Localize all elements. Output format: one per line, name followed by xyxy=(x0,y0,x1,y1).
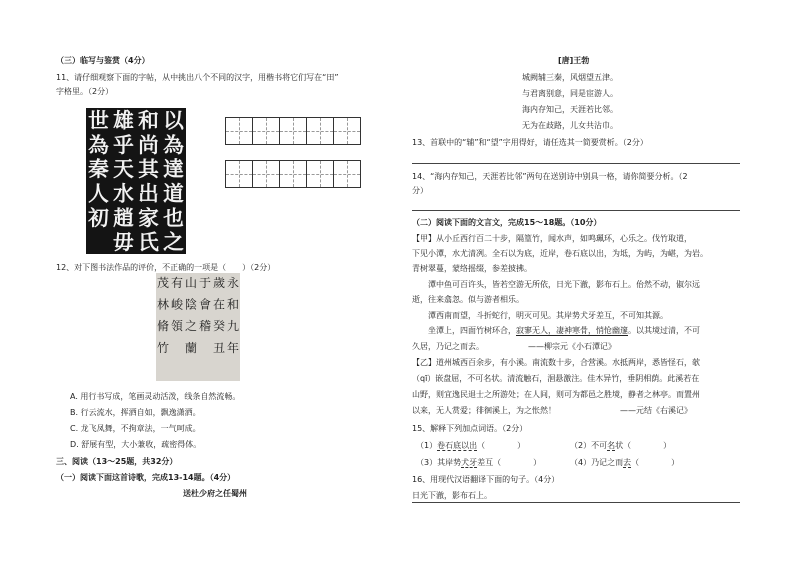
passage-jia-line: 青树翠蔓，蒙络摇缀，参差披拂。 xyxy=(412,264,532,273)
tianzige-cell[interactable] xyxy=(226,118,253,144)
answer-blank[interactable]: （ ） xyxy=(631,458,680,467)
dotted-word: 犬牙 xyxy=(461,458,478,467)
scroll-character: 和 xyxy=(226,297,240,312)
calligraphy-character: 和 xyxy=(138,108,159,133)
calligraphy-svg xyxy=(86,108,186,254)
scroll-character: 癸 xyxy=(212,319,226,334)
option-d[interactable]: D. 舒展有型，大小兼收，疏密得体。 xyxy=(70,440,202,449)
classical-section-heading: （二）阅读下面的文言文，完成15～18题。（10分） xyxy=(412,218,602,227)
scroll-character: 領 xyxy=(170,319,184,334)
calligraphy-character: 以 xyxy=(163,108,184,133)
scroll-character: 山 xyxy=(184,276,198,290)
underlined-phrase: 寂寥无人，凄神寒骨，悄怆幽邃 xyxy=(516,326,628,335)
q15-item-4 xyxy=(570,458,679,468)
calligraphy-character: 道 xyxy=(163,181,184,206)
q15-item-1 xyxy=(416,441,525,451)
scroll-svg xyxy=(156,273,240,381)
question-12: 12、对下图书法作品的评价，不正确的一项是（ ）（2分） xyxy=(56,263,276,272)
answer-line-14[interactable] xyxy=(412,210,740,211)
calligraphy-character: 天 xyxy=(113,157,134,182)
tianzige-row-1[interactable] xyxy=(225,117,361,145)
calligraphy-character: 秦 xyxy=(88,157,109,182)
passage-jia-line: 下见小潭，水尤清冽。全石以为底，近岸，卷石底以出，为坻，为屿，为嵁，为岩。 xyxy=(412,249,708,258)
calligraphy-character: 初 xyxy=(88,205,109,230)
calligraphy-character: 尚 xyxy=(138,132,159,157)
passage-jia-line: 逝，往来翕忽。似与游者相乐。 xyxy=(412,295,524,304)
poem-line-4: 无为在歧路，儿女共沾巾。 xyxy=(522,121,618,130)
calligraphy-character: 也 xyxy=(163,205,184,230)
scroll-character: 之 xyxy=(184,319,198,334)
scroll-character: 峻 xyxy=(170,297,184,312)
scroll-character: 在 xyxy=(212,297,226,312)
scroll-character: 有 xyxy=(170,276,184,290)
tianzige-row-2[interactable] xyxy=(225,160,361,188)
scroll-character: 茂 xyxy=(156,276,170,290)
option-c[interactable]: C. 龙飞凤舞，不拘章法，一气呵成。 xyxy=(70,424,201,433)
scroll-character: 脩 xyxy=(156,319,170,334)
calligraphy-character: 其 xyxy=(138,157,159,182)
item-text: 状 xyxy=(615,441,624,450)
scroll-character: 歲 xyxy=(212,276,226,290)
poem-section-heading: （一）阅读下面这首诗歌，完成13-14题。（4分） xyxy=(56,473,236,482)
q15-item-3 xyxy=(416,458,541,468)
q15-item-2 xyxy=(570,441,671,451)
item-label: （1） xyxy=(416,441,438,450)
scroll-character: 竹 xyxy=(156,340,170,355)
poem-title: 送杜少府之任蜀州 xyxy=(183,489,247,498)
item-label: （4）乃记之而 xyxy=(570,458,624,467)
tianzige-cell[interactable] xyxy=(280,161,307,187)
poem-line-2: 与君离别意，同是宦游人。 xyxy=(522,89,618,98)
passage-yi-line: 以来，无人赏爱；徘徊溪上，为之怅然！ xyxy=(412,406,556,415)
scroll-character: 永 xyxy=(226,276,240,290)
passage-yi-source: ——元结《右溪记》 xyxy=(620,406,692,415)
passage-jia-source: ——柳宗元《小石潭记》 xyxy=(528,342,616,351)
tianzige-cell[interactable] xyxy=(334,161,360,187)
dotted-word: 名 xyxy=(607,441,616,450)
passage-jia-line: 潭西南而望，斗折蛇行，明灭可见。其岸势犬牙差互，不可知其源。 xyxy=(412,311,668,320)
scroll-character: 蘭 xyxy=(184,340,198,355)
poem-author: [唐]王勃 xyxy=(558,56,590,65)
calligraphy-character: 為 xyxy=(163,132,184,157)
answer-line-13[interactable] xyxy=(412,163,740,164)
tianzige-cell[interactable] xyxy=(307,161,334,187)
section-heading-reading: 三、阅读（13～25题，共32分） xyxy=(56,457,178,466)
calligraphy-character: 為 xyxy=(88,132,109,157)
question-15: 15、解释下列加点词语。（2分） xyxy=(412,424,528,433)
calligraphy-copybook-image xyxy=(86,108,186,254)
calligraphy-character: 趙 xyxy=(113,205,134,230)
question-14-line1: 14、“海内存知己，天涯若比邻”两句在送别诗中别具一格，请你简要分析。（2 xyxy=(412,172,688,181)
tianzige-cell[interactable] xyxy=(307,118,334,144)
passage-jia-line: 【甲】从小丘西行百二十步，隔篁竹，闻水声，如鸣珮环，心乐之。伐竹取道， xyxy=(412,234,692,243)
item-label: （2）不可 xyxy=(570,441,608,450)
question-16: 16、用现代汉语翻译下面的句子。（4分） xyxy=(412,475,560,484)
scroll-character: 陰 xyxy=(184,297,198,312)
scroll-character: 丑 xyxy=(212,340,226,355)
scroll-character: 九 xyxy=(226,319,240,334)
calligraphy-scroll-image xyxy=(156,273,240,381)
passage-yi-line: （qī）嵌盘屈，不可名状。清流触石，洄悬激注。佳木异竹，垂阴相荫。此溪若在 xyxy=(412,374,700,383)
dotted-word: 去 xyxy=(623,458,632,467)
calligraphy-character: 出 xyxy=(138,181,159,206)
option-b[interactable]: B. 行云流水，挥洒自如，飘逸潇洒。 xyxy=(70,408,201,417)
question-16-sentence: 日光下澈，影布石上。 xyxy=(412,491,492,500)
question-13: 13、首联中的“辅”和“望”字用得好，请任选其一简要赏析。（2分） xyxy=(412,138,648,147)
passage-jia-line: 久居，乃记之而去。 xyxy=(412,342,484,351)
passage-jia-line-underlined xyxy=(412,326,700,336)
passage-jia-line: 潭中鱼可百许头，皆若空游无所依，日光下澈，影布石上。佁然不动，俶尔远 xyxy=(412,280,700,289)
question-11-line2: 字格里。（2分） xyxy=(56,87,114,96)
section-heading-linxie: （三）临写与鉴赏（4分） xyxy=(56,56,150,65)
dotted-word: 卷石底以出 xyxy=(437,441,478,450)
scroll-character: 稽 xyxy=(198,319,212,334)
answer-blank[interactable]: （ ） xyxy=(477,441,526,450)
calligraphy-character: 世 xyxy=(88,108,109,133)
answer-blank[interactable]: （ ） xyxy=(493,458,542,467)
tianzige-cell[interactable] xyxy=(334,118,360,144)
calligraphy-character: 人 xyxy=(88,181,109,206)
poem-line-3: 海内存知己，天涯若比邻。 xyxy=(522,105,618,114)
tianzige-cell[interactable] xyxy=(253,161,280,187)
scroll-character: 于 xyxy=(198,276,212,290)
answer-blank[interactable]: （ ） xyxy=(623,441,672,450)
scroll-character: 林 xyxy=(156,297,170,312)
calligraphy-character: 水 xyxy=(113,181,134,206)
calligraphy-character: 氏 xyxy=(138,230,159,254)
scroll-character: 會 xyxy=(198,297,212,312)
calligraphy-character: 家 xyxy=(138,205,159,230)
question-11-line1: 11、请仔细观察下面的字帖，从中挑出八个不同的汉字，用楷书将它们写在“田” xyxy=(56,73,339,82)
poem-line-1: 城阙辅三秦，风烟望五津。 xyxy=(522,73,618,82)
item-label: （3）其岸势 xyxy=(416,458,462,467)
item-text: 差互 xyxy=(477,458,494,467)
calligraphy-character: 乎 xyxy=(113,132,134,157)
tianzige-cell[interactable] xyxy=(226,161,253,187)
passage-yi-line: 山野，则宜逸民退士之所游处；在人间，则可为都邑之胜境，静者之林亭。而置州 xyxy=(412,390,700,399)
passage-text: 坐潭上，四面竹树环合， xyxy=(412,326,516,335)
tianzige-cell[interactable] xyxy=(280,118,307,144)
question-14-line2: 分） xyxy=(412,186,428,195)
scroll-character: 年 xyxy=(226,340,240,355)
calligraphy-character: 達 xyxy=(163,157,184,182)
calligraphy-character: 雄 xyxy=(113,108,134,133)
passage-text: 。以其境过清，不可 xyxy=(628,326,700,335)
tianzige-cell[interactable] xyxy=(253,118,280,144)
option-a[interactable]: A. 用行书写成，笔画灵动活泼，线条自然流畅。 xyxy=(70,392,241,401)
passage-yi-line: 【乙】道州城西百余步，有小溪。南流数十步，合营溪。水抵两岸，悉皆怪石，欹 xyxy=(412,358,700,367)
calligraphy-character: 毋 xyxy=(113,230,134,254)
calligraphy-character: 之 xyxy=(163,230,184,254)
answer-line-16[interactable] xyxy=(412,502,740,503)
